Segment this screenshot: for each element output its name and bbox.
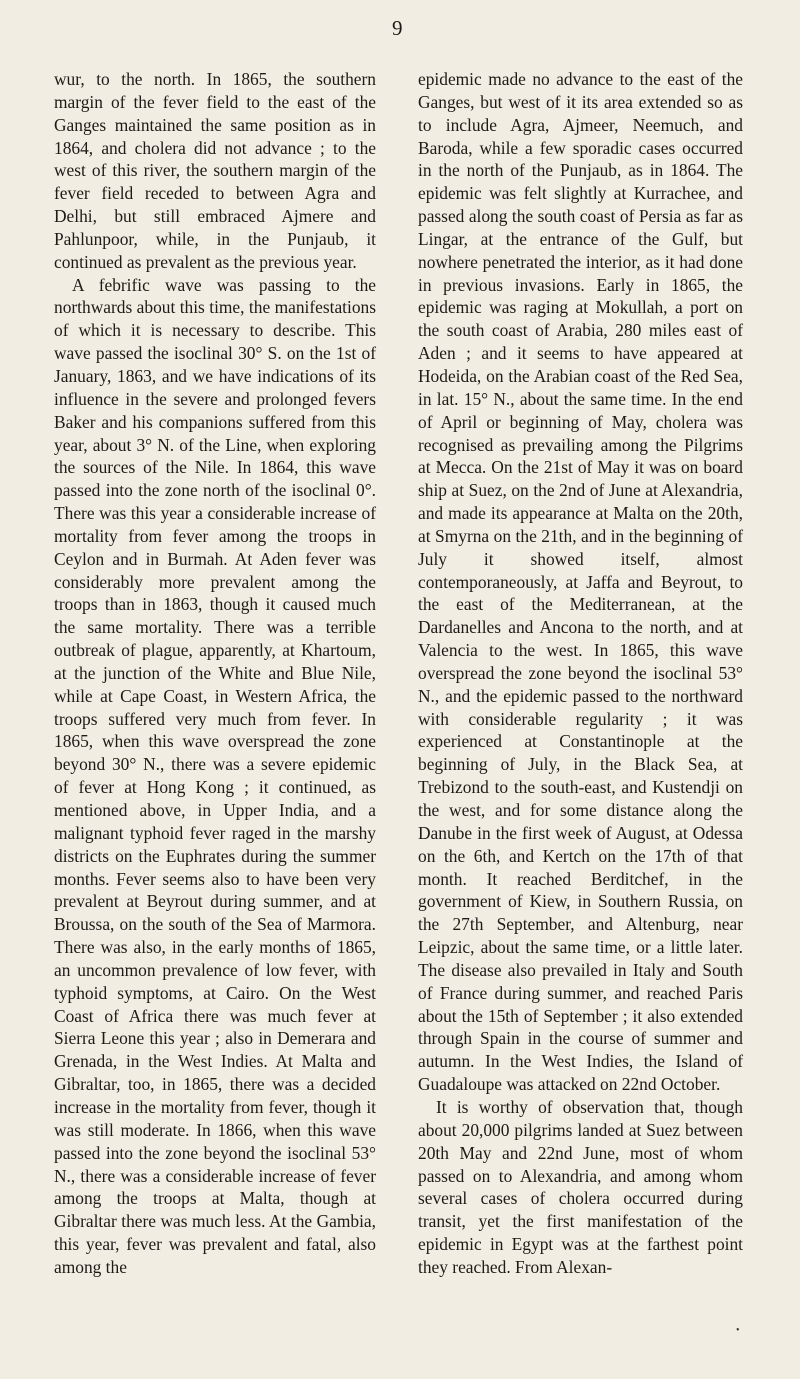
footer-mark: • bbox=[736, 1325, 740, 1336]
page-number: 9 bbox=[392, 16, 403, 40]
left-column bbox=[54, 68, 376, 1279]
right-paragraph-2: It is worthy of observation that, though about 20,000 pilgrims landed at Suez between 20th May and 22nd June, most of whom passed on to Alexandria, and among whom several cases of cholera occurred during transit, yet the first manifestation of the epidemic in Egypt was at the farthest point they reached. From Alexan- bbox=[418, 1096, 743, 1277]
right-paragraph-1: epidemic made no advance to the east of the Ganges, but west of it its area extended so as to include Agra, Ajmeer, Neemuch, and Baroda, while a few sporadic cases occurred in the north of the Punjaub, as in 1864. The epidemic was felt slightly at Kurrachee, and passed along the south coast of Persia as far as Lingar, at the entrance of the Gulf, but nowhere penetrated the interior, as it had done in previous invasions. Early in 1865, the epidemic was raging at Mokullah, a port on the south coast of Arabia, 280 miles east of Aden ; and it seems to have appeared at Hodeida, on the Arabian coast of the Red Sea, in lat. 15° N., about the same time. In the end of April or beginning of May, cholera was recognised as prevailing among the Pilgrims at Mecca. On the 21st of May it was on board ship at Suez, on the 2nd of June at Alexandria, and made its appearance at Malta on the 20th, at Smyrna on the 21th, and in the beginning of July it showed itself, almost contemporaneously, at Jaffa and Beyrout, to the east of the Mediterranean, at the Dardanelles and Ancona to the north, and at Valencia to the west. In 1865, this wave overspread the zone beyond the isoclinal 53° N., and the epidemic passed to the northward with considerable regularity ; it was experienced at Constantinople at the beginning of July, in the Black Sea, at Trebizond to the south-east, and Kustendji on the west, and for some distance along the Danube in the first week of August, at Odessa on the 6th, and Kertch on the 17th of that month. It reached Berditchef, in the government of Kiew, in Southern Russia, on the 27th September, and Altenburg, near Leipzic, about the same time, or a little later. The disease also prevailed in Italy and South of France during summer, and reached Paris about the 15th of September ; it also extended through Spain in the course of summer and autumn. In the West Indies, the Island of Guadaloupe was attacked on 22nd October. bbox=[418, 69, 743, 1095]
left-paragraph-1: wur, to the north. In 1865, the southern margin of the fever field to the east of the Ganges maintained the same position as in 1864, and cholera did not advance ; to the west of this river, the southern margin of the fever field receded to between Agra and Delhi, but still embraced Ajmere and Pahlunpoor, while, in the Punjaub, it continued as prevalent as the previous year. bbox=[54, 69, 376, 272]
right-column bbox=[418, 68, 743, 1279]
left-paragraph-2: A febrific wave was passing to the northwards about this time, the manifestations of which it is necessary to describe. This wave passed the isoclinal 30° S. on the 1st of January, 1863, and we have indications of its influence in the severe and prolonged fevers Baker and his companions suffered from this year, about 3° N. of the Line, when exploring the sources of the Nile. In 1864, this wave passed into the zone north of the isoclinal 0°. There was this year a considerable increase of mortality from fever among the troops in Ceylon and in Burmah. At Aden fever was considerably more prevalent among the troops than in 1863, though it caused much the same mortality. There was a terrible outbreak of plague, apparently, at Khartoum, at the junction of the White and Blue Nile, while at Cape Coast, in Western Africa, the troops suffered very much from fever. In 1865, when this wave overspread the zone beyond 30° N., there was a severe epidemic of fever at Hong Kong ; it continued, as mentioned above, in Upper India, and a malignant typhoid fever raged in the marshy districts on the Euphrates during the summer months. Fever seems also to have been very prevalent at Beyrout during summer, and at Broussa, on the south of the Sea of Marmora. There was also, in the early months of 1865, an uncommon prevalence of low fever, with typhoid symptoms, at Cairo. On the West Coast of Africa there was much fever at Sierra Leone this year ; also in Demerara and Grenada, in the West Indies. At Malta and Gibraltar, too, in 1865, there was a decided increase in the mortality from fever, though it was still moderate. In 1866, when this wave passed into the zone beyond the isoclinal 53° N., there was a considerable increase of fever among the troops at Malta, though at Gibraltar there was much less. At the Gambia, this year, fever was prevalent and fatal, also among the bbox=[54, 274, 376, 1277]
